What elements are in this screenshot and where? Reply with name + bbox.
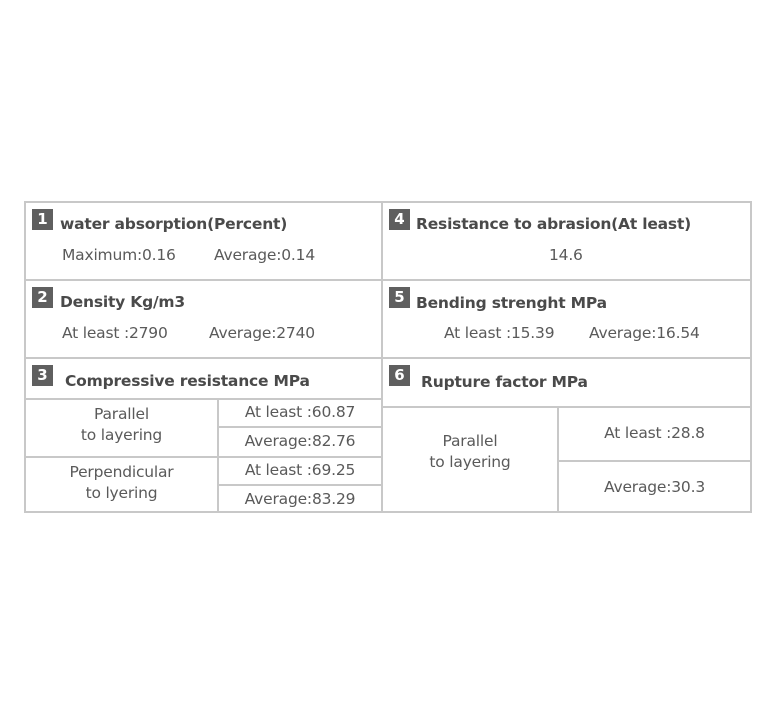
- section-number-badge: 4: [389, 209, 410, 230]
- label-line: Parallel: [442, 432, 498, 450]
- section-number-badge: 5: [389, 287, 410, 308]
- section-bending-strength: [383, 281, 750, 357]
- at-least-value: At least :2790: [62, 324, 168, 342]
- compressive-perpendicular-at-least: At least :69.25: [244, 461, 356, 479]
- section-title: Bending strenght MPa: [416, 294, 607, 312]
- section-number-badge: 1: [32, 209, 53, 230]
- label-line: Perpendicular: [69, 463, 174, 481]
- section-number-badge: 2: [32, 287, 53, 308]
- section-density: [26, 281, 381, 357]
- label-line: Parallel: [94, 405, 149, 423]
- properties-table: [24, 201, 752, 513]
- section-title: Compressive resistance MPa: [65, 372, 310, 390]
- compressive-row-label-perpendicular: [26, 462, 217, 504]
- abrasion-value: 14.6: [549, 246, 583, 264]
- rupture-row-label-parallel: [383, 431, 557, 473]
- rupture-at-least: At least :28.8: [604, 424, 705, 442]
- label-line: to layering: [429, 453, 511, 471]
- section-water-absorption: [26, 203, 381, 279]
- average-value: Average:16.54: [589, 324, 700, 342]
- compressive-parallel-at-least: At least :60.87: [244, 403, 356, 421]
- section-title: Resistance to abrasion(At least): [416, 215, 692, 233]
- section-title: Density Kg/m3: [60, 293, 185, 311]
- compressive-perpendicular-average: Average:83.29: [244, 490, 356, 508]
- average-value: Average:0.14: [214, 246, 315, 264]
- compressive-row-label-parallel: [26, 404, 217, 446]
- section-title: Rupture factor MPa: [421, 373, 588, 391]
- at-least-value: At least :15.39: [444, 324, 555, 342]
- rupture-average: Average:30.3: [604, 478, 705, 496]
- section-number-badge: 6: [389, 365, 410, 386]
- section-title: water absorption(Percent): [60, 215, 288, 233]
- label-line: to lyering: [85, 484, 158, 502]
- maximum-value: Maximum:0.16: [62, 246, 176, 264]
- compressive-parallel-average: Average:82.76: [244, 432, 356, 450]
- average-value: Average:2740: [209, 324, 315, 342]
- label-line: to layering: [80, 426, 163, 444]
- section-abrasion-resistance: [383, 203, 750, 279]
- section-number-badge: 3: [32, 365, 53, 386]
